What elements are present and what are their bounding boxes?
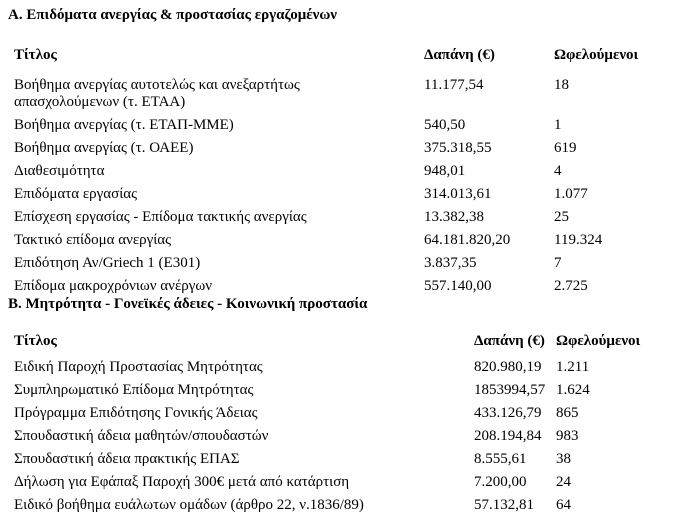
row-title bbox=[14, 74, 424, 114]
table-row bbox=[14, 229, 664, 252]
column-header-beneficiaries: Ωφελούμενοι bbox=[556, 333, 641, 349]
row-expense: 375.318,55 bbox=[424, 140, 492, 156]
column-header-beneficiaries: Ωφελούμενοι bbox=[554, 47, 639, 63]
column-header-title: Τίτλος bbox=[14, 333, 57, 349]
table-header-row bbox=[14, 42, 664, 74]
row-beneficiaries: 983 bbox=[556, 428, 579, 444]
row-title: Σπουδαστική άδεια μαθητών/σπουδαστών bbox=[14, 428, 269, 444]
table-row bbox=[14, 379, 656, 402]
row-expense: 314.013,61 bbox=[424, 186, 492, 202]
section-a-table bbox=[14, 42, 664, 298]
row-title: Επίδομα μακροχρόνιων ανέργων bbox=[14, 278, 213, 294]
table-row bbox=[14, 494, 656, 517]
row-title: Συμπληρωματικό Επίδομα Μητρότητας bbox=[14, 382, 254, 398]
row-expense: 1853994,57 bbox=[474, 382, 546, 398]
column-header-title: Τίτλος bbox=[14, 47, 57, 63]
table-row bbox=[14, 137, 664, 160]
row-expense: 8.555,61 bbox=[474, 451, 527, 467]
row-title: Δήλωση για Εφάπαξ Παροχή 300€ μετά από κατάρτιση bbox=[14, 474, 350, 490]
row-title: Επίσχεση εργασίας - Επίδομα τακτικής ανεργίας bbox=[14, 209, 307, 225]
row-title: Επιδόματα εργασίας bbox=[14, 186, 138, 202]
row-beneficiaries: 119.324 bbox=[554, 232, 603, 248]
row-beneficiaries: 24 bbox=[556, 474, 571, 490]
row-title: Πρόγραμμα Επιδότησης Γονικής Άδειας bbox=[14, 405, 258, 421]
row-expense: 948,01 bbox=[424, 163, 466, 179]
table-row bbox=[14, 471, 656, 494]
table-row bbox=[14, 252, 664, 275]
row-title: Τακτικό επίδομα ανεργίας bbox=[14, 232, 172, 248]
row-beneficiaries: 865 bbox=[556, 405, 579, 421]
table-row bbox=[14, 74, 664, 114]
row-title: Ειδικό βοήθημα ευάλωτων ομάδων (άρθρο 22, ν.1836/89) bbox=[14, 497, 364, 513]
row-expense: 3.837,35 bbox=[424, 255, 477, 271]
row-title: Βοήθημα ανεργίας (τ. ΕΤΑΠ-ΜΜΕ) bbox=[14, 117, 234, 133]
table-row bbox=[14, 114, 664, 137]
row-expense: 557.140,00 bbox=[424, 278, 492, 294]
row-title: Ειδική Παροχή Προστασίας Μητρότητας bbox=[14, 359, 263, 375]
row-title: Επιδότηση Αν/Griech 1 (Ε301) bbox=[14, 255, 201, 271]
table-row bbox=[14, 448, 656, 471]
table-row bbox=[14, 402, 656, 425]
table-row bbox=[14, 183, 664, 206]
table-row bbox=[14, 206, 664, 229]
row-title: Σπουδαστική άδεια πρακτικής ΕΠΑΣ bbox=[14, 451, 240, 467]
row-beneficiaries: 1.624 bbox=[556, 382, 590, 398]
row-title: Διαθεσιμότητα bbox=[14, 163, 105, 179]
row-expense: 11.177,54 bbox=[424, 77, 484, 93]
row-beneficiaries: 2.725 bbox=[554, 278, 588, 294]
row-title-line1: Βοήθημα ανεργίας αυτοτελώς και ανεξαρτήτως bbox=[14, 77, 300, 93]
row-beneficiaries: 1.077 bbox=[554, 186, 588, 202]
table-header-row bbox=[14, 333, 656, 356]
row-expense: 13.382,38 bbox=[424, 209, 484, 225]
row-title: Βοήθημα ανεργίας (τ. ΟΑΕΕ) bbox=[14, 140, 194, 156]
section-a-heading: Α. Επιδόματα ανεργίας & προστασίας εργαζομένων bbox=[8, 7, 338, 23]
row-expense: 208.194,84 bbox=[474, 428, 542, 444]
row-expense: 7.200,00 bbox=[474, 474, 527, 490]
row-beneficiaries: 4 bbox=[554, 163, 562, 179]
table-row bbox=[14, 425, 656, 448]
row-beneficiaries: 619 bbox=[554, 140, 577, 156]
section-b-heading: Β. Μητρότητα - Γονεϊκές άδειες - Κοινωνική προστασία bbox=[8, 296, 368, 312]
table-row bbox=[14, 160, 664, 183]
table-row bbox=[14, 275, 664, 298]
row-expense: 64.181.820,20 bbox=[424, 232, 511, 248]
table-row bbox=[14, 356, 656, 379]
row-beneficiaries: 7 bbox=[554, 255, 562, 271]
column-header-expense: Δαπάνη (€) bbox=[424, 47, 495, 63]
row-beneficiaries: 38 bbox=[556, 451, 571, 467]
row-beneficiaries: 1 bbox=[554, 117, 562, 133]
row-beneficiaries: 64 bbox=[556, 497, 571, 513]
column-header-expense: Δαπάνη (€) bbox=[474, 333, 545, 349]
row-beneficiaries: 25 bbox=[554, 209, 569, 225]
row-expense: 540,50 bbox=[424, 117, 466, 133]
section-b-table bbox=[14, 333, 656, 517]
row-beneficiaries: 18 bbox=[554, 77, 569, 93]
row-beneficiaries: 1.211 bbox=[556, 359, 590, 375]
row-expense: 820.980,19 bbox=[474, 359, 542, 375]
row-expense: 433.126,79 bbox=[474, 405, 542, 421]
row-title-line2: απασχολούμενων (τ. ΕΤΑΑ) bbox=[14, 94, 186, 110]
row-expense: 57.132,81 bbox=[474, 497, 534, 513]
